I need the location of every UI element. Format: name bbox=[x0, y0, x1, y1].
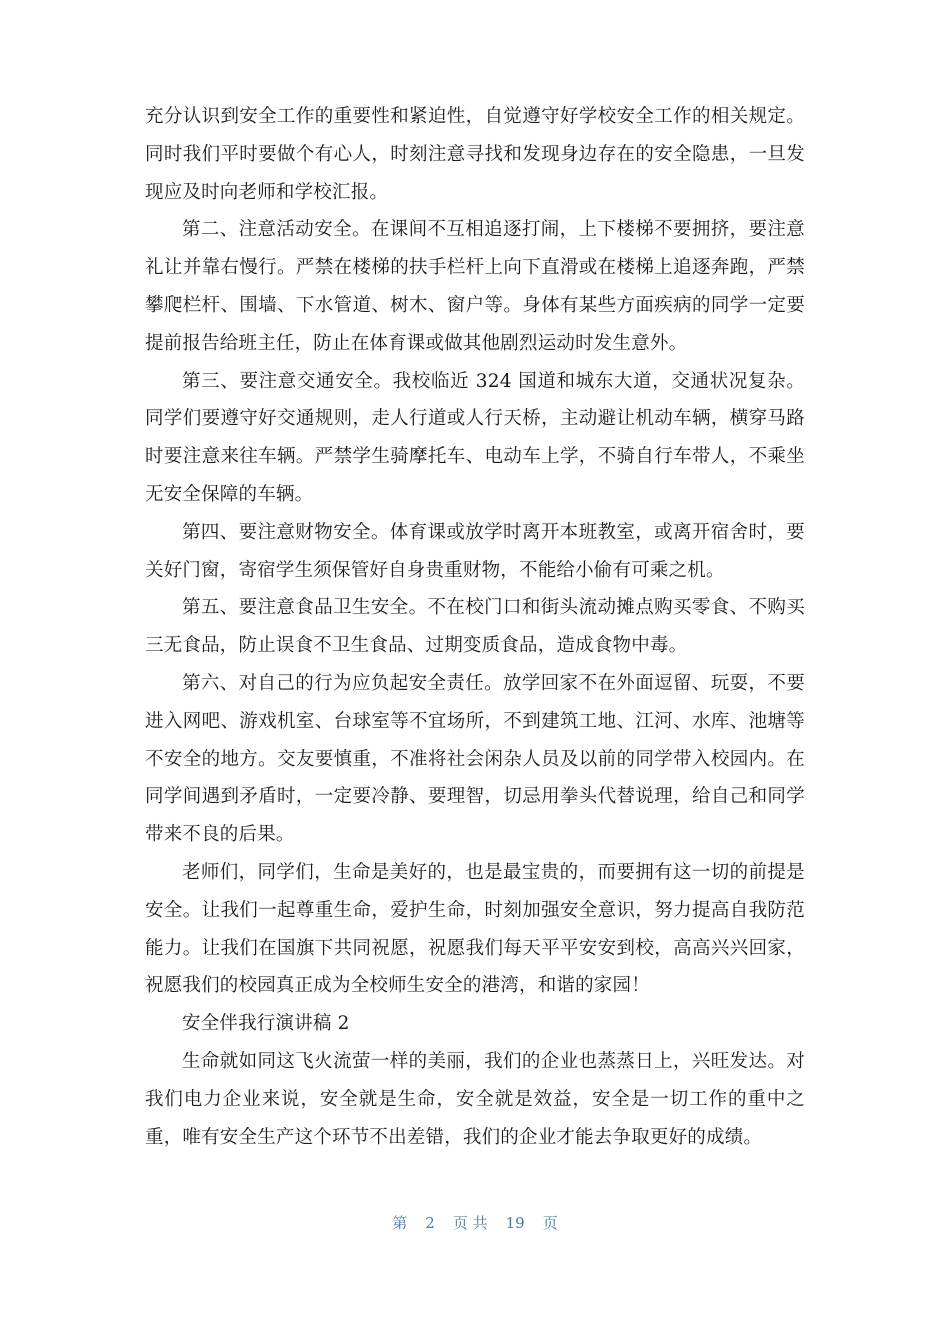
paragraph: 第二、注意活动安全。在课间不互相追逐打闹，上下楼梯不要拥挤，要注意礼让并靠右慢行。严禁在楼梯的扶手栏杆上向下直滑或在楼梯上追逐奔跑，严禁攀爬栏杆、围墙、下水管道、树木、窗户等。身体有某些方面疾病的同学一定要提前报告给班主任，防止在体育课或做其他剧烈运动时发生意外。 bbox=[145, 219, 805, 354]
document-body bbox=[145, 98, 805, 1156]
footer-label-of: 页 共 bbox=[452, 1214, 488, 1232]
paragraph: 老师们，同学们，生命是美好的，也是最宝贵的，而要拥有这一切的前提是安全。让我们一起尊重生命，爱护生命，时刻加强安全意识，努力提高自我防范能力。让我们在国旗下共同祝愿，祝愿我们每天平平安安到校，高高兴兴回家，祝愿我们的校园真正成为全校师生安全的港湾，和谐的家园！ bbox=[145, 861, 805, 997]
paragraph: 第三、要注意交通安全。我校临近 324 国道和城东大道，交通状况复杂。同学们要遵守好交通规则，走人行道或人行天桥，主动避让机动车辆，横穿马路时要注意来往车辆。严禁学生骑摩托车、电动车上学，不骑自行车带人，不乘坐无安全保障的车辆。 bbox=[145, 370, 805, 505]
footer-total-pages: 19 bbox=[505, 1214, 525, 1232]
page-number-footer bbox=[0, 1212, 950, 1233]
paragraph: 第四、要注意财物安全。体育课或放学时离开本班教室，或离开宿舍时，要关好门窗，寄宿学生须保管好自身贵重财物，不能给小偷有可乘之机。 bbox=[145, 521, 805, 581]
section-heading: 安全伴我行演讲稿 2 bbox=[182, 1013, 350, 1035]
paragraph: 生命就如同这飞火流萤一样的美丽，我们的企业也蒸蒸日上，兴旺发达。对我们电力企业来说，安全就是生命，安全就是效益，安全是一切工作的重中之重，唯有安全生产这个环节不出差错，我们的企业才能去争取更好的成绩。 bbox=[145, 1050, 805, 1148]
footer-label-page: 第 bbox=[392, 1214, 408, 1232]
paragraph: 充分认识到安全工作的重要性和紧迫性，自觉遵守好学校安全工作的相关规定。同时我们平时要做个有心人，时刻注意寻找和发现身边存在的安全隐患，一旦发现应及时向老师和学校汇报。 bbox=[145, 106, 805, 203]
paragraph: 第六、对自己的行为应负起安全责任。放学回家不在外面逗留、玩耍，不要进入网吧、游戏机室、台球室等不宜场所，不到建筑工地、江河、水库、池塘等不安全的地方。交友要慎重，不准将社会闲杂人员及以前的同学带入校园内。在同学间遇到矛盾时，一定要冷静、要理智，切忌用拳头代替说理，给自己和同学带来不良的后果。 bbox=[145, 672, 805, 846]
footer-label-pages: 页 bbox=[542, 1214, 558, 1232]
paragraph: 第五、要注意食品卫生安全。不在校门口和街头流动摊点购买零食、不购买三无食品，防止误食不卫生食品、过期变质食品，造成食物中毒。 bbox=[145, 597, 805, 657]
footer-current-page: 2 bbox=[425, 1214, 435, 1232]
